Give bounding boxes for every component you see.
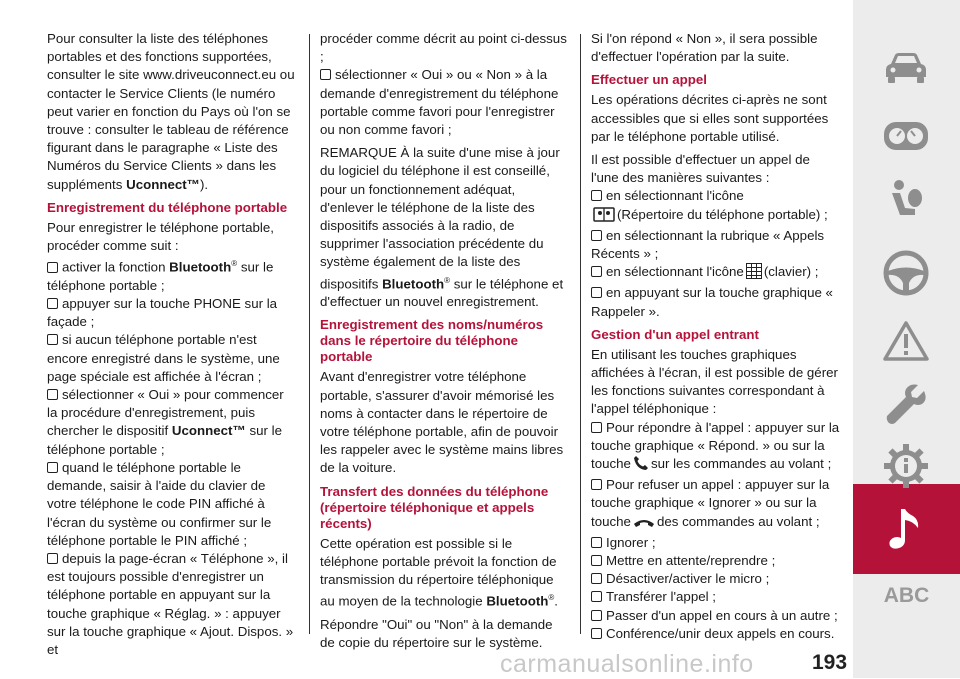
bullet-box-icon: [591, 287, 602, 298]
dashboard-icon[interactable]: [883, 113, 929, 159]
bullet-box-icon: [47, 298, 58, 309]
answer-phone-icon: [633, 455, 649, 476]
bullet-box-icon: [47, 553, 58, 564]
section-heading-incoming-call: Gestion d'un appel entrant: [591, 326, 759, 342]
list-item: Transférer l'appel ;: [591, 588, 841, 606]
bullet-box-icon: [591, 422, 602, 433]
column-divider: [580, 34, 581, 634]
keypad-icon: [746, 263, 762, 284]
page-number: 193: [812, 651, 848, 674]
paragraph: Avant d'enregistrer votre téléphone portable, s'assurer d'avoir mémorisé les noms à contacter dans le répertoire de votre téléphone portable, afin de pouvoir les rappeler avec le système mains libres de la voiture.: [320, 369, 564, 476]
paragraph: En utilisant les touches graphiques affichées à l'écran, il est possible de gérer les fonctions suivantes correspondant à l'appel téléphonique :: [591, 346, 838, 417]
bullet-box-icon: [47, 389, 58, 400]
list-item: Ignorer ;: [591, 534, 841, 552]
wrench-icon[interactable]: [883, 382, 929, 428]
paragraph: Les opérations décrites ci-après ne sont accessibles que si elles sont supportées par le téléphone portable utilisé.: [591, 92, 829, 144]
list-item: sélectionner « Oui » pour commencer la procédure d'enregistrement, puis chercher le dispositif Uconnect™ sur le téléphone portable ;: [47, 387, 284, 457]
bullet-box-icon: [591, 555, 602, 566]
section-heading-make-call: Effectuer un appel: [591, 72, 707, 88]
list-item: Passer d'un appel en cours à un autre ;: [591, 607, 841, 625]
bullet-box-icon: [47, 462, 58, 473]
paragraph: Cette opération est possible si le téléphone portable prévoit la fonction de transmission du répertoire téléphonique au moyen de la technologie Bluetooth®.: [320, 535, 558, 609]
paragraph: Pour enregistrer le téléphone portable, procéder comme suit :: [47, 219, 274, 254]
bullet-box-icon: [591, 573, 602, 584]
warning-triangle-icon[interactable]: [883, 318, 929, 364]
bullet-box-icon: [320, 69, 331, 80]
list-item: Conférence/unir deux appels en cours.: [591, 625, 841, 643]
list-item: depuis la page-écran « Téléphone », il est toujours possible d'enregistrer un téléphone portable en appuyant sur la touche graphique « Réglag. » : appuyer sur la touche graphique « Ajout. Dispos. » et: [47, 550, 294, 657]
steering-wheel-icon[interactable]: [883, 250, 929, 296]
bullet-box-icon: [591, 591, 602, 602]
list-item: appuyer sur la touche PHONE sur la façade ;: [47, 296, 278, 330]
list-item: en appuyant sur la touche graphique « Rappeler ».: [591, 285, 833, 319]
list-item: en sélectionnant l'icône (Répertoire du téléphone portable) ;: [591, 187, 841, 226]
column-3: [591, 30, 841, 643]
intro-paragraph: Pour consulter la liste des téléphones portables et des fonctions supportées, consulter le site www.driveuconnect.eu ou contacter le Service Clients (le numéro peut varier en fonction du Pays où l'on se trouve : consulter le tableau de référence figurant dans le paragraphe « Liste des Numéros du Service Clients » dans les suppléments Uconnect™).: [47, 31, 295, 192]
section-heading-registration: Enregistrement du téléphone portable: [47, 199, 288, 215]
bullet-box-icon: [591, 230, 602, 241]
list-item: sélectionner « Oui » ou « Non » à la demande d'enregistrement du téléphone portable comme favori pour l'enregistrer ou non comme favori ;: [320, 67, 559, 138]
bullet-box-icon: [591, 190, 602, 201]
list-item: quand le téléphone portable le demande, saisir à l'aide du clavier de votre téléphone le code PIN affiché à l'écran du système ou confirmer sur le téléphone portable le PIN affiché ;: [47, 459, 272, 548]
bullet-box-icon: [47, 262, 58, 273]
column-divider: [309, 34, 310, 634]
bullet-box-icon: [47, 334, 58, 345]
bullet-box-icon: [591, 628, 602, 639]
paragraph: Si l'on répond « Non », il sera possible d'effectuer l'opération par la suite.: [591, 31, 818, 65]
car-icon[interactable]: [883, 44, 929, 90]
bullet-box-icon: [591, 266, 602, 277]
gear-info-icon[interactable]: [883, 443, 929, 489]
bullet-box-icon: [591, 610, 602, 621]
music-note-icon[interactable]: [883, 506, 929, 552]
list-item: Pour répondre à l'appel : appuyer sur la touche graphique « Répond. » ou sur la touche sur les commandes au volant ;: [591, 419, 841, 477]
section-heading-transfer: Transfert des données du téléphone (répertoire téléphonique et appels récents): [320, 483, 549, 531]
list-item: Pour refuser un appel : appuyer sur la touche graphique « Ignorer » ou sur la touche des commandes au volant ;: [591, 476, 841, 534]
column-1: [47, 30, 297, 659]
chapter-sidebar: [853, 0, 960, 678]
paragraph: Répondre "Oui" ou "Non" à la demande de copie du répertoire sur le système.: [320, 616, 553, 651]
list-item: si aucun téléphone portable n'est encore enregistré dans le système, une page spéciale est affichée à l'écran ;: [47, 332, 280, 384]
list-item: Mettre en attente/reprendre ;: [591, 552, 841, 570]
list-item: en sélectionnant la rubrique « Appels Récents » ;: [591, 227, 825, 262]
bullet-box-icon: [591, 537, 602, 548]
airbag-seat-icon[interactable]: [883, 178, 929, 224]
paragraph: procéder comme décrit au point ci-dessus ;: [320, 31, 567, 65]
watermark: carmanualsonline.info: [500, 650, 754, 678]
abc-index-label[interactable]: ABC: [883, 584, 930, 607]
note-paragraph: REMARQUE À la suite d'une mise à jour du logiciel du téléphone il est conseillé, pour un fonctionnement adéquat, d'enlever le téléphone de la liste des dispositifs associés à la radio, de supprimer l'association précédente du système également de la liste des dispositifs Bluetooth® sur le téléphone et d'effectuer un nouvel enregistrement.: [320, 145, 564, 310]
list-item: activer la fonction Bluetooth® sur le téléphone portable ;: [47, 259, 274, 293]
hang-up-icon: [633, 516, 655, 534]
section-heading-phonebook: Enregistrement des noms/numéros dans le répertoire du téléphone portable: [320, 317, 544, 365]
paragraph: Il est possible d'effectuer un appel de l'une des manières suivantes :: [591, 152, 810, 186]
list-item: Désactiver/activer le micro ;: [591, 570, 841, 588]
column-2: [320, 30, 568, 657]
list-item: en sélectionnant l'icône (clavier) ;: [591, 263, 841, 284]
phonebook-icon: [593, 206, 615, 227]
bullet-box-icon: [591, 479, 602, 490]
